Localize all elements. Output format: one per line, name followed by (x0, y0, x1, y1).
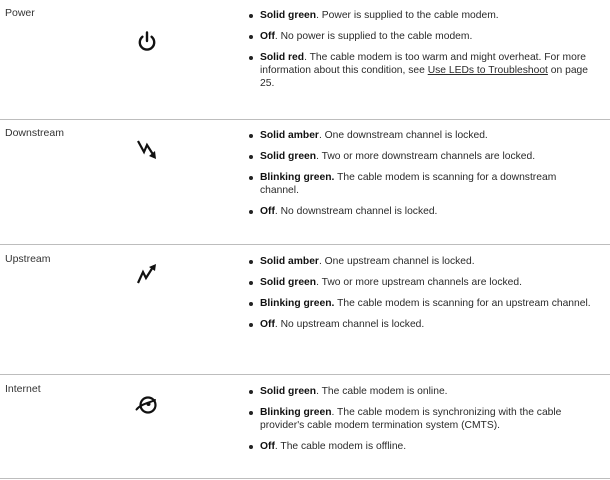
led-row-power (0, 0, 610, 119)
status-item (248, 318, 593, 331)
status-item (248, 276, 593, 289)
led-name: Upstream (5, 253, 51, 265)
status-label: Solid amber (260, 130, 319, 141)
led-status-list (248, 385, 593, 461)
led-name: Internet (5, 383, 41, 395)
led-status-list (248, 129, 593, 226)
troubleshoot-link[interactable]: Use LEDs to Troubleshoot (427, 65, 548, 76)
status-item (248, 171, 593, 197)
led-name: Downstream (5, 127, 64, 139)
row-divider (0, 244, 610, 245)
status-label: Off (260, 31, 275, 42)
led-name: Power (5, 7, 35, 19)
status-text: The cable modem is scanning for an upstream channel. (334, 298, 591, 309)
status-label: Solid green (260, 151, 317, 162)
status-text: . Two or more downstream channels are locked. (316, 151, 536, 162)
status-item (248, 150, 593, 163)
led-status-list (248, 9, 593, 98)
status-text: . The cable modem is offline. (274, 441, 407, 452)
status-label: Blinking green. (260, 298, 335, 309)
status-text: . Power is supplied to the cable modem. (316, 10, 499, 21)
led-status-list (248, 255, 593, 339)
status-item (248, 129, 593, 142)
status-label: Solid red (260, 52, 305, 63)
status-item (248, 9, 593, 22)
status-item (248, 51, 593, 90)
status-text: . No power is supplied to the cable modem. (274, 31, 473, 42)
status-text: . One upstream channel is locked. (318, 256, 475, 267)
status-label: Blinking green (260, 407, 332, 418)
status-text: . No upstream channel is locked. (274, 319, 425, 330)
row-divider (0, 478, 610, 479)
status-text: . Two or more upstream channels are locked. (316, 277, 522, 288)
status-item (248, 440, 593, 453)
downstream-icon (134, 136, 160, 162)
status-label: Solid green (260, 386, 317, 397)
row-divider (0, 374, 610, 375)
status-text-after: on page 25. (260, 65, 589, 89)
status-label: Off (260, 206, 275, 217)
led-row-downstream (0, 120, 610, 243)
status-item (248, 406, 593, 432)
led-row-upstream (0, 246, 610, 374)
status-item (248, 255, 593, 268)
status-label: Off (260, 441, 275, 452)
status-label: Solid green (260, 10, 317, 21)
status-label: Off (260, 319, 275, 330)
status-item (248, 205, 593, 218)
led-row-internet (0, 376, 610, 478)
status-text: . No downstream channel is locked. (274, 206, 438, 217)
status-item (248, 297, 593, 310)
status-item (248, 385, 593, 398)
power-icon (134, 29, 160, 55)
status-label: Solid green (260, 277, 317, 288)
status-item (248, 30, 593, 43)
status-text: . One downstream channel is locked. (318, 130, 488, 141)
internet-icon (134, 392, 160, 418)
status-label: Blinking green. (260, 172, 335, 183)
status-text: . The cable modem is online. (316, 386, 448, 397)
status-text: The cable modem is scanning for a downstream channel. (260, 172, 557, 196)
status-text: . The cable modem is synchronizing with the cable provider's cable modem termination system (CMTS). (260, 407, 562, 431)
upstream-icon (134, 261, 160, 287)
status-label: Solid amber (260, 256, 319, 267)
status-text: . The cable modem is too warm and might overheat. For more information about this condition, see (260, 52, 587, 76)
